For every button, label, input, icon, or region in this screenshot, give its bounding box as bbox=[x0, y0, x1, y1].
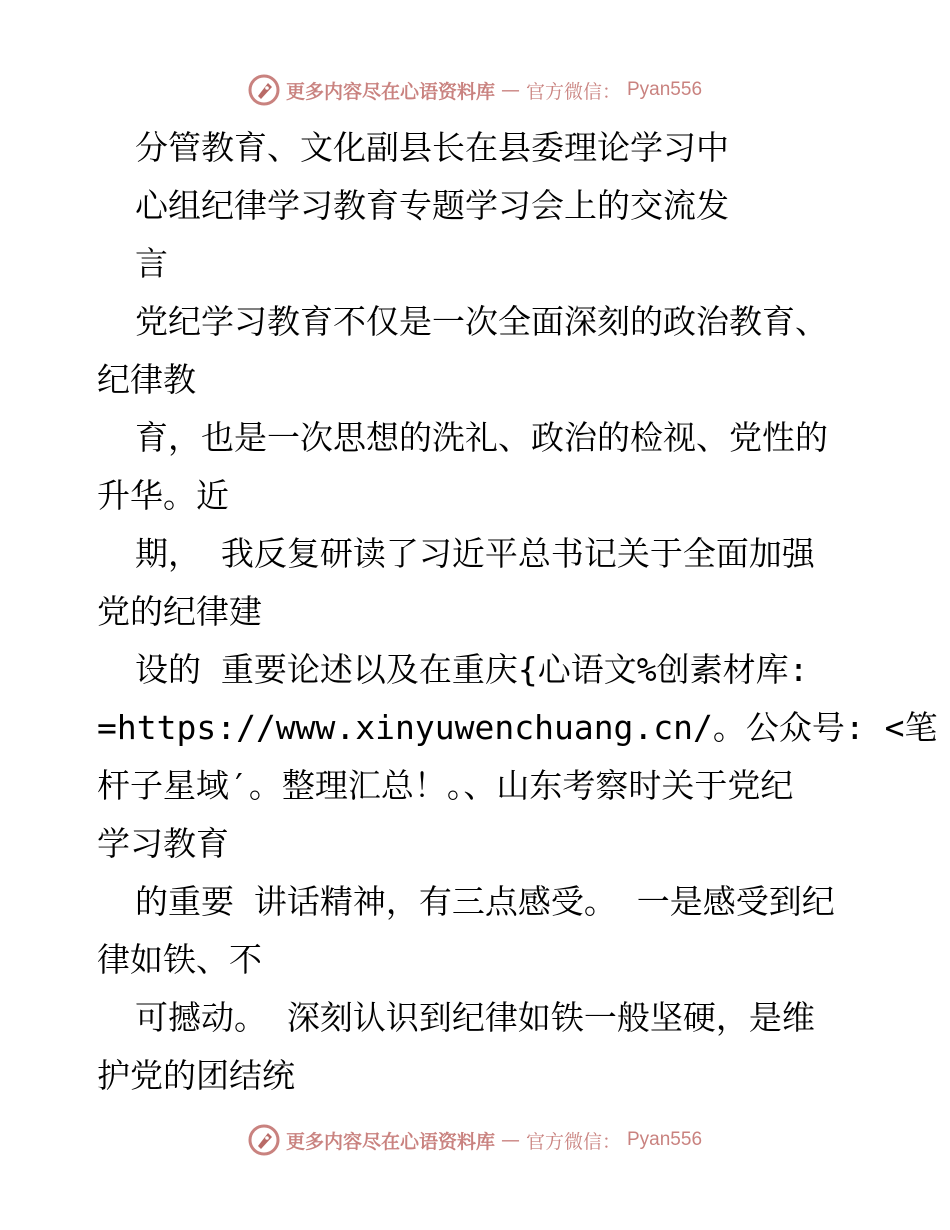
paragraph-line: 党纪学习教育不仅是一次全面深刻的政治教育、 bbox=[135, 302, 828, 341]
paragraph-line: 育，也是一次思想的洗礼、政治的检视、党性的 bbox=[135, 418, 828, 457]
paragraph-line: 升华。近 bbox=[97, 476, 229, 515]
pen-nib-logo-icon bbox=[248, 74, 280, 106]
paragraph-line: 期， 我反复研读了习近平总书记关于全面加强 bbox=[135, 534, 815, 573]
banner-separator: — bbox=[500, 1129, 520, 1151]
header-banner bbox=[0, 70, 950, 110]
title-line: 心组纪律学习教育专题学习会上的交流发 bbox=[135, 186, 729, 225]
banner-wechat-id: Pyan556 bbox=[627, 79, 703, 100]
banner-main-text: 更多内容尽在心语资料库 bbox=[285, 1130, 495, 1153]
paragraph-line: 设的 重要论述以及在重庆{心语文%创素材库: bbox=[135, 650, 809, 689]
pen-nib-logo-icon bbox=[248, 1124, 280, 1156]
banner-main-text: 更多内容尽在心语资料库 bbox=[285, 80, 495, 103]
paragraph-line: 党的纪律建 bbox=[97, 592, 262, 631]
paragraph-line: 杆子星域′。整理汇总！。、山东考察时关于党纪 bbox=[97, 766, 794, 805]
title-line: 言 bbox=[135, 244, 168, 283]
banner-wechat-id: Pyan556 bbox=[627, 1129, 703, 1150]
paragraph-line: 的重要 讲话精神，有三点感受。 一是感受到纪 bbox=[135, 882, 835, 921]
banner-wechat-label: 官方微信： bbox=[525, 80, 621, 103]
title-line: 分管教育、文化副县长在县委理论学习中 bbox=[135, 128, 729, 167]
paragraph-line: 律如铁、不 bbox=[97, 940, 262, 979]
paragraph-line: 学习教育 bbox=[97, 824, 229, 863]
paragraph-line: =https://www.xinyuwenchuang.cn/。公众号: <笔 bbox=[97, 708, 938, 747]
banner-wechat-label: 官方微信： bbox=[525, 1130, 621, 1153]
paragraph-line: 纪律教 bbox=[97, 360, 196, 399]
footer-banner bbox=[0, 1120, 950, 1160]
paragraph-line: 可撼动。 深刻认识到纪律如铁一般坚硬，是维 bbox=[135, 998, 815, 1037]
banner-separator: — bbox=[500, 79, 520, 101]
paragraph-line: 护党的团结统 bbox=[97, 1056, 295, 1095]
